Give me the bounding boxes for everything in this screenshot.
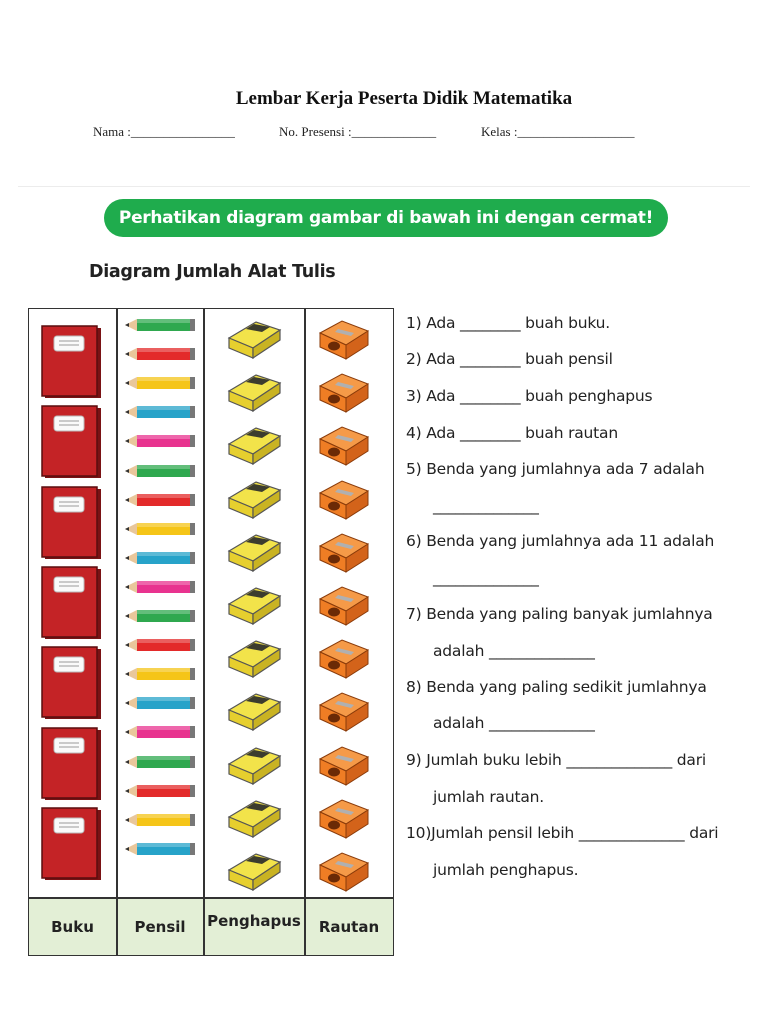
pencil-icon xyxy=(124,492,196,508)
column-label-penghapus: Penghapus xyxy=(207,911,301,930)
eraser-icon xyxy=(226,582,282,626)
eraser-icon xyxy=(226,476,282,520)
pencil-icon xyxy=(124,433,196,449)
pencil-icon xyxy=(124,463,196,479)
sharpener-icon xyxy=(318,583,370,627)
diagram-title: Diagram Jumlah Alat Tulis xyxy=(89,262,336,282)
book-icon xyxy=(41,807,103,881)
column-divider xyxy=(203,308,205,956)
pencil-icon xyxy=(124,841,196,857)
pencil-icon xyxy=(124,317,196,333)
pencil-icon xyxy=(124,754,196,770)
pencil-icon xyxy=(124,608,196,624)
column-divider xyxy=(116,308,118,956)
eraser-icon xyxy=(226,635,282,679)
eraser-icon xyxy=(226,529,282,573)
sharpener-icon xyxy=(318,477,370,521)
question-1: 1) Ada ________ buah buku. xyxy=(406,314,610,332)
sharpener-icon xyxy=(318,689,370,733)
pencil-icon xyxy=(124,783,196,799)
eraser-icon xyxy=(226,316,282,360)
book-icon xyxy=(41,486,103,560)
sharpener-icon xyxy=(318,849,370,893)
sharpener-icon xyxy=(318,796,370,840)
book-icon xyxy=(41,646,103,720)
eraser-icon xyxy=(226,848,282,892)
pencil-icon xyxy=(124,346,196,362)
question-4: 4) Ada ________ buah rautan xyxy=(406,424,618,442)
eraser-icon xyxy=(226,422,282,466)
book-icon xyxy=(41,727,103,801)
column-label-rautan: Rautan xyxy=(318,917,380,936)
question-8: 8) Benda yang paling sedikit jumlahnya xyxy=(406,678,707,696)
question-6: 6) Benda yang jumlahnya ada 11 adalah xyxy=(406,532,715,550)
question-6-answer-line[interactable]: ______________ xyxy=(433,569,539,587)
pencil-icon xyxy=(124,550,196,566)
pencil-icon xyxy=(124,812,196,828)
pencil-icon xyxy=(124,724,196,740)
pencil-icon xyxy=(124,404,196,420)
question-10: 10)Jumlah pensil lebih ______________ dari xyxy=(406,824,719,842)
eraser-icon xyxy=(226,369,282,413)
pencil-icon xyxy=(124,521,196,537)
pencil-icon xyxy=(124,579,196,595)
question-9-line2: jumlah rautan. xyxy=(433,788,545,806)
eraser-icon xyxy=(226,688,282,732)
pencil-icon xyxy=(124,666,196,682)
instruction-banner: Perhatikan diagram gambar di bawah ini dengan cermat! xyxy=(104,199,668,237)
sharpener-icon xyxy=(318,636,370,680)
pencil-icon xyxy=(124,375,196,391)
question-7: 7) Benda yang paling banyak jumlahnya xyxy=(406,605,713,623)
worksheet-title: Lembar Kerja Peserta Didik Matematika xyxy=(235,88,573,109)
question-10-line2: jumlah penghapus. xyxy=(433,861,579,879)
pencil-icon xyxy=(124,695,196,711)
question-9: 9) Jumlah buku lebih ______________ dari xyxy=(406,751,706,769)
divider xyxy=(18,186,750,187)
book-icon xyxy=(41,405,103,479)
question-7-line2[interactable]: adalah ______________ xyxy=(433,642,595,660)
question-3: 3) Ada ________ buah penghapus xyxy=(406,387,653,405)
sharpener-icon xyxy=(318,743,370,787)
pencil-icon xyxy=(124,637,196,653)
sharpener-icon xyxy=(318,530,370,574)
eraser-icon xyxy=(226,795,282,839)
column-label-buku: Buku xyxy=(51,917,94,936)
sharpener-icon xyxy=(318,317,370,361)
column-divider xyxy=(304,308,306,956)
book-icon xyxy=(41,325,103,399)
attendance-number-field[interactable]: No. Presensi :_____________ xyxy=(279,124,437,139)
class-field[interactable]: Kelas :__________________ xyxy=(481,124,635,139)
eraser-icon xyxy=(226,742,282,786)
question-5: 5) Benda yang jumlahnya ada 7 adalah xyxy=(406,460,705,478)
name-field[interactable]: Nama :________________ xyxy=(93,124,235,139)
question-2: 2) Ada ________ buah pensil xyxy=(406,350,613,368)
sharpener-icon xyxy=(318,423,370,467)
column-label-pensil: Pensil xyxy=(134,917,186,936)
question-8-line2[interactable]: adalah ______________ xyxy=(433,714,595,732)
question-5-answer-line[interactable]: ______________ xyxy=(433,497,539,515)
sharpener-icon xyxy=(318,370,370,414)
book-icon xyxy=(41,566,103,640)
